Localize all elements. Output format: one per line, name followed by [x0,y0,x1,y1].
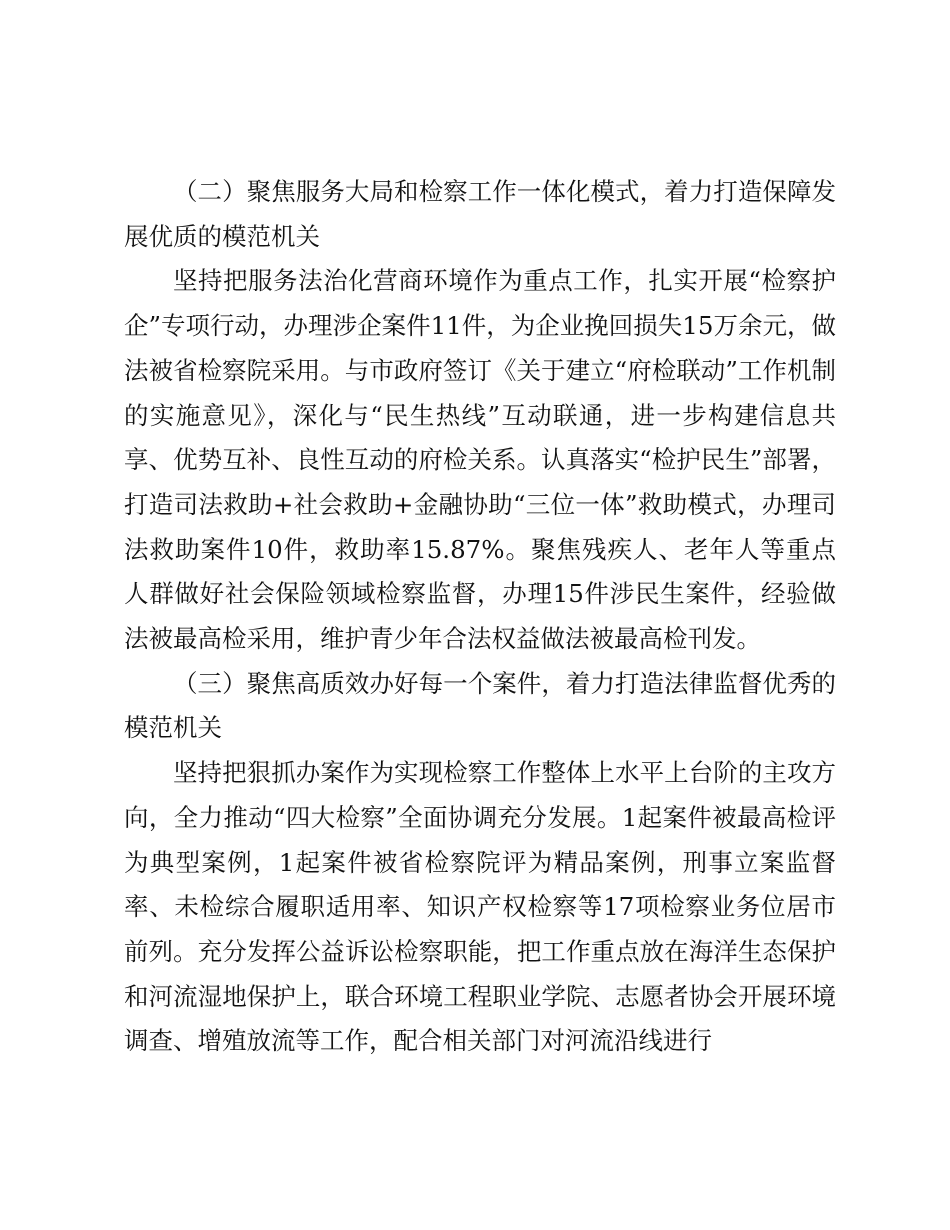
document-page [124,170,836,1064]
section-3-heading: （三）聚焦高质效办好每一个案件，着力打造法律监督优秀的模范机关 [124,668,836,743]
section-2-heading: （二）聚焦服务大局和检察工作一体化模式，着力打造保障发展优质的模范机关 [124,177,836,251]
section-3-body: 坚持把狠抓办案作为实现检察工作整体上水平上台阶的主攻方向，全力推动“四大检察”全面协调充分发展。1起案件被最高检评为典型案例，1起案件被省检察院评为精品案例，刑事立案监督率、未检综合履职适用率、知识产权检察等17项检察业务位居市前列。充分发挥公益诉讼检察职能，把工作重点放在海洋生态保护和河流湿地保护上，联合环境工程职业学院、志愿者协会开展环境调查、增殖放流等工作，配合相关部门对河流沿线进行 [124,758,836,1056]
section-2-body: 坚持把服务法治化营商环境作为重点工作，扎实开展“检察护企”专项行动，办理涉企案件11件，为企业挽回损失15万余元，做法被省检察院采用。与市政府签订《关于建立“府检联动”工作机制的实施意见》，深化与“民生热线”互动联通，进一步构建信息共享、优势互补、良性互动的府检关系。认真落实“检护民生”部署，打造司法救助+社会救助+金融协助“三位一体”救助模式，办理司法救助案件10件，救助率15.87%。聚焦残疾人、老年人等重点人群做好社会保险领域检察监督，办理15件涉民生案件，经验做法被最高检采用，维护青少年合法权益做法被最高检刊发。 [124,266,836,654]
